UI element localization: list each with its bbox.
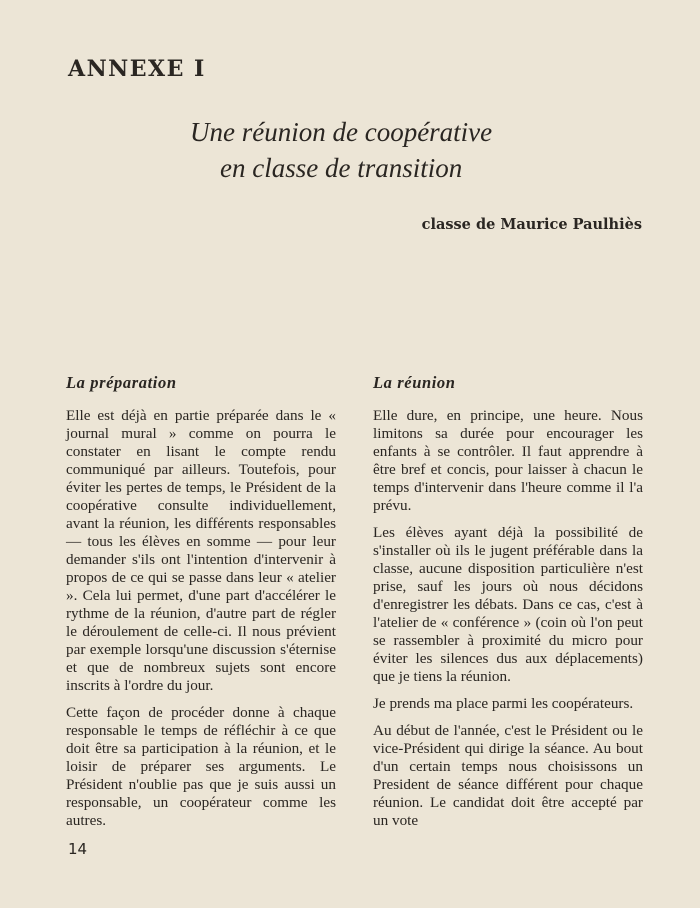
annex-heading: ANNEXE I [68,56,206,82]
byline: classe de Maurice Paulhiès [421,216,642,233]
left-column [66,374,336,839]
chapter-title-line-2: en classe de transition [220,153,463,183]
chapter-title [0,114,700,186]
paragraph: Je prends ma place parmi les coopérateurs. [373,695,634,712]
section-heading-reunion: La réunion [373,373,456,392]
paragraph: Cette façon de procéder donne à chaque responsable le temps de réfléchir à ce que doit être sa participation à la réunion, et le loisir de préparer ses arguments. Le Président n'oublie pas que je suis aussi un responsable, un coopérateur comme les autres. [66,704,336,829]
paragraph: Elle dure, en principe, une heure. Nous limitons sa durée pour encourager les enfants à se contrôler. Il faut apprendre à être bref et concis, pour laisser à chacun le temps d'intervenir dans l'heure comme il l'a prévu. [373,407,643,514]
paragraph: Elle est déjà en partie préparée dans le « journal mural » comme on pourra le constater en lisant le compte rendu communiqué par ailleurs. Toutefois, pour éviter les pertes de temps, le Président de la coopérative consulte individuellement, avant la réunion, les différents responsables — tous les élèves en somme — pour leur demander s'ils ont l'intention d'intervenir à propos de ce qui se passe dans leur « atelier ». Cela lui permet, d'une part d'accélérer le rythme de la réunion, d'autre part de régler le déroulement de celle-ci. Il nous prévient par exemple lorsqu'une discussion s'éternise et que de nombreux sujets sont encore inscrits à l'ordre du jour. [66,407,336,694]
paragraph: Au début de l'année, c'est le Président ou le vice-Président qui dirige la séance. Au bout d'un certain temps nous choisissons un President de séance différent pour chaque réunion. Le candidat doit être accepté par un vote [373,722,643,829]
page-number: 14 [68,840,88,858]
right-column [373,374,643,839]
section-heading-preparation: La préparation [66,373,177,392]
chapter-title-line-1: Une réunion de coopérative [190,117,493,147]
paragraph: Les élèves ayant déjà la possibilité de s'installer où ils le jugent préférable dans la classe, aucune disposition particulière n'est prise, sauf les jours où nous décidons d'enregistrer les débats. Dans ce cas, c'est à l'atelier de « conférence » (coin où l'on peut se rassembler à proximité du micro pour éviter les silences dus aux déplacements) que je tiens la réunion. [373,524,643,685]
